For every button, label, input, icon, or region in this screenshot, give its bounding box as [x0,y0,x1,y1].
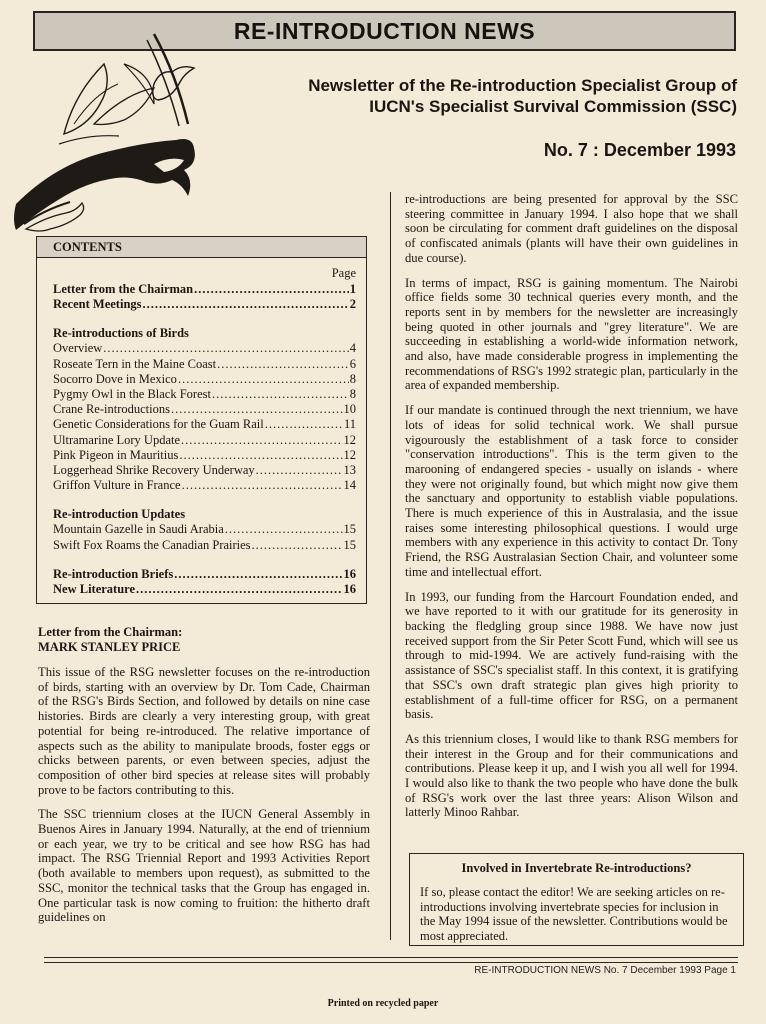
newsletter-title: RE-INTRODUCTION NEWS [233,17,536,44]
paragraph: re-introductions are being presented for approval by the SSC steering committee in January 1994. I also hope that we shall soon be circulating for comment draft guidelines on the disposal of confiscated animals (plants will have their own guidelines in due course). [405,192,738,265]
toc-entry [53,297,356,312]
toc-entry-title: Griffon Vulture in France [53,478,181,493]
toc-entry-page: 4 [349,341,356,356]
toc-entry-title: New Literature [53,582,136,597]
toc-entry [53,538,356,553]
toc-entry-page: 15 [343,537,356,552]
toc-entry [53,478,356,493]
newsletter-subtitle [210,75,737,117]
toc-leader-dots [179,448,342,463]
toc-entry-page: 13 [343,463,356,478]
toc-entry-page: 12 [343,432,356,447]
notice-text: If so, please contact the editor! We are seeking articles on re-introductions involving invertebrate species for inclusion in the May 1994 issue of the newsletter. Contributions would be most appreciated. [420,885,728,943]
issue-number: No. 7 : December 1993 [543,140,736,160]
recycled-paper-note: Printed on recycled paper [327,998,439,1009]
toc-entry-page: 12 [343,447,356,462]
toc-entry [53,522,356,537]
toc-entry [53,463,356,478]
toc-entry-title: Overview [53,341,103,356]
toc-leader-dots [171,402,343,417]
antelope-bird-logo-icon [4,24,230,236]
toc-entry-title: Mountain Gazelle in Saudi Arabia [53,522,224,537]
toc-leader-dots [136,582,342,597]
toc-entry-title: Roseate Tern in the Maine Coast [53,356,217,371]
toc-leader-dots [103,341,348,356]
toc-entry-page: 2 [349,297,356,312]
toc-entry [53,387,356,402]
toc-entry-title: Re-introduction Briefs [53,566,174,581]
toc-leader-dots [182,478,343,493]
toc-leader-dots [217,357,349,372]
toc-leader-dots [181,433,342,448]
right-column [405,192,738,830]
toc-entry-page: 1 [349,282,356,296]
page-footer: RE-INTRODUCTION NEWS No. 7 December 1993 Page 1 [474,965,736,976]
toc-entry-title: Pink Pigeon in Mauritius [53,447,179,462]
subtitle-line-1: Newsletter of the Re-introduction Specialist Group of [308,76,737,95]
section-heading-birds: Re-introductions of Birds [53,326,189,341]
toc-entry-title: Loggerhead Shrike Recovery Underway [53,463,255,478]
paragraph: If our mandate is continued through the next triennium, we have lots of ideas for solid technical work. We shall pursue vigourously the establishment of a task force to consider "conservation introductions". This is the term given to the marooning of endangered species - usually on islands - where they were not originally found, but which might now give them the sanctuary and opportunity to establish viable populations. There is much experience of this in Australasia, and the issue raises some interesting philosophical questions. I would urge members with any experience in this activity to contact Dr. Tony Friend, the RSG Australasian Section Chair, and volunteer some time and intellectual effort. [405,403,738,579]
toc-entry [53,372,356,387]
toc-entry-page: 15 [343,522,356,537]
letter-heading [38,625,370,655]
letter-heading-author: MARK STANLEY PRICE [38,640,181,654]
toc-entry-page: 11 [343,417,356,432]
toc-entry-title: Socorro Dove in Mexico [53,371,177,386]
page-column-label: Page [331,266,356,280]
toc-leader-dots [143,297,349,312]
toc-entry-title: Crane Re-introductions [53,402,170,417]
toc-entry [53,433,356,448]
paragraph: In terms of impact, RSG is gaining momentum. The Nairobi office fields some 30 technical queries every month, and the reports sent in by members for the newsletter are increasingly being quoted in other journals and "grey literature". We are succeeding in establishing a world-wide information network, and also, have made considerable progress in implementing the recommendations of RSG's 1992 strategic plan, particularly in the area of expanded membership. [405,275,738,393]
left-column [38,625,370,935]
contents-box [36,236,367,604]
toc-entry-page: 16 [343,582,356,597]
toc-entry [53,417,356,432]
toc-leader-dots [212,387,349,402]
toc-entry [53,448,356,463]
section-heading-updates: Re-introduction Updates [53,507,186,522]
toc-entry-title: Recent Meetings [53,297,142,312]
toc-leader-dots [252,538,343,553]
table-of-contents [37,266,366,597]
toc-entry [53,567,356,582]
toc-entry [53,357,356,372]
toc-entry-page: 14 [343,478,356,493]
subtitle-line-2: IUCN's Specialist Survival Commission (SSC) [369,97,737,116]
paragraph: The SSC triennium closes at the IUCN General Assembly in Buenos Aires in January 1994. Naturally, at the end of triennium or each year, we try to be critical and see how RSG has had impact. The RSG Triennial Report and 1993 Activities Report (both available to members upon request), as submitted to the SSC, monitor the technical tasks that the Group has engaged in. One particular task is now coming to fruition: the hitherto draft guidelines on [38,807,370,925]
toc-leader-dots [174,567,342,582]
toc-leader-dots [194,282,349,297]
contents-heading: CONTENTS [37,237,366,258]
column-divider [390,192,391,940]
toc-entry [53,282,356,297]
toc-entry-title: Ultramarine Lory Update [53,432,181,447]
paragraph: In 1993, our funding from the Harcourt Foundation ended, and we have reported to it with our gratitude for its generosity in backing the fledgling group since 1988. We have now just received support from the Sir Peter Scott Fund, which will see us through to mid-1994. We are actively fund-raising with the assistance of SSC's specialist staff. In this context, it is gratifying that SSC's own draft strategic plan gives high priority to establishment of a full-time officer for RSG, on a permanent basis. [405,589,738,722]
paragraph: This issue of the RSG newsletter focuses on the re-introduction of birds, starting with an overview by Dr. Tom Cade, Chairman of the RSG's Birds Section, and followed by details on nine case histories. Birds are clearly a very interesting group, with great potential for being re-introduced. The relative importance of aspects such as the ability to manipulate broods, foster eggs or chicks between parents, or even between species, adjust the composition of other bird species at release sites will probably prove to be factors contributing to this. [38,665,370,797]
toc-entry-page: 16 [343,566,356,581]
toc-entry-page: 10 [343,402,356,417]
toc-leader-dots [225,522,343,537]
toc-entry [53,402,356,417]
toc-entry-title: Genetic Considerations for the Guam Rail [53,417,264,432]
toc-entry-page: 8 [349,387,356,402]
toc-entry-title: Swift Fox Roams the Canadian Prairies [53,537,251,552]
toc-leader-dots [256,463,343,478]
toc-leader-dots [265,417,343,432]
toc-entry-page: 8 [349,371,356,386]
toc-entry-title: Letter from the Chairman [53,282,194,296]
invertebrate-notice-box [409,853,744,946]
letter-heading-title: Letter from the Chairman: [38,625,183,639]
notice-title: Involved in Invertebrate Re-introductions? [461,861,692,875]
paragraph: As this triennium closes, I would like to thank RSG members for their interest in the Group and for their communications and contributions. Please keep it up, and I wish you all well for 1994. I would also like to thank the two people who have done the bulk of RSG's work over the last three years: Alison Wilson and latterly Minoo Rahbar. [405,731,738,820]
toc-entry [53,582,356,597]
toc-entry-page: 6 [349,356,356,371]
toc-leader-dots [178,372,349,387]
toc-entry-title: Pygmy Owl in the Black Forest [53,387,211,402]
toc-entry [53,341,356,356]
footer-rule [44,957,738,963]
